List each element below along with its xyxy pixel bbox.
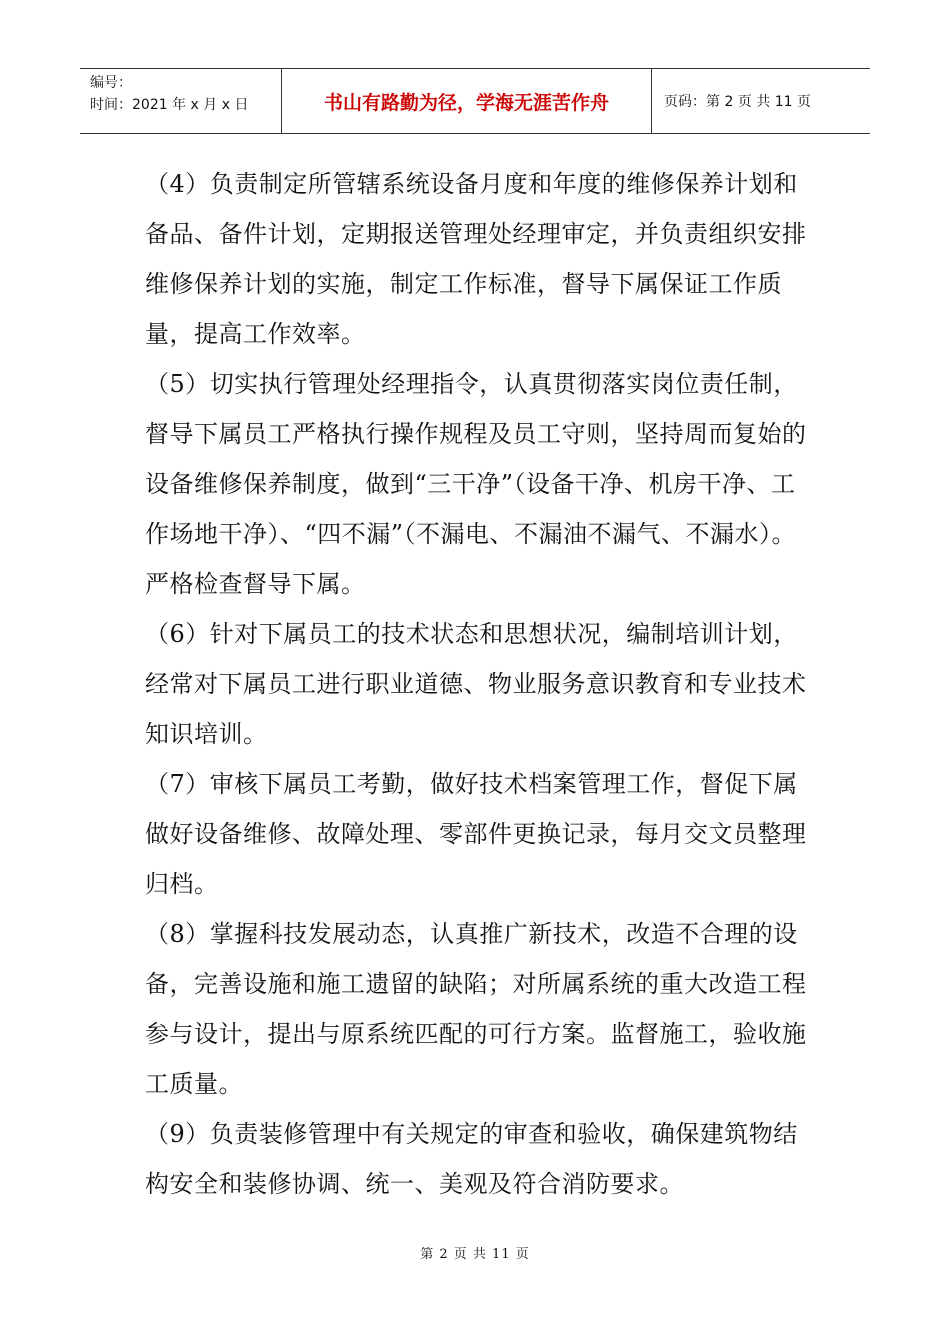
motto: 书山有路勤为径，学海无涯苦作舟 <box>282 69 652 133</box>
document-header <box>80 68 870 134</box>
paragraph-5: （5）切实执行管理处经理指令，认真贯彻落实岗位责任制，督导下属员工严格执行操作规程及员工守则，坚持周而复始的设备维修保养制度，做到“三干净”（设备干净、机房干净、工作场地干净）、“四不漏”（不漏电、不漏油不漏气、不漏水）。严格检查督导下属。 <box>145 370 807 598</box>
paragraph-7: （7）审核下属员工考勤，做好技术档案管理工作，督促下属做好设备维修、故障处理、零部件更换记录，每月交文员整理归档。 <box>145 770 807 898</box>
paragraph-8: （8）掌握科技发展动态，认真推广新技术，改造不合理的设备，完善设施和施工遗留的缺陷；对所属系统的重大改造工程参与设计，提出与原系统匹配的可行方案。监督施工，验收施工质量。 <box>145 920 807 1098</box>
header-meta <box>80 69 282 133</box>
document-body <box>145 159 815 1209</box>
paragraph-4: （4）负责制定所管辖系统设备月度和年度的维修保养计划和备品、备件计划，定期报送管理处经理审定，并负责组织安排维修保养计划的实施，制定工作标准，督导下属保证工作质量，提高工作效率。 <box>145 170 807 348</box>
header-page-info: 页码：第 2 页 共 11 页 <box>664 94 811 110</box>
paragraph-6: （6）针对下属员工的技术状态和思想状况，编制培训计划，经常对下属员工进行职业道德、物业服务意识教育和专业技术知识培训。 <box>145 620 807 748</box>
code-label: 编号： <box>90 75 132 91</box>
page-footer: 第 2 页 共 11 页 <box>420 1247 530 1262</box>
time-label: 时间：2021 年 x 月 x 日 <box>90 97 249 113</box>
paragraph-9: （9）负责装修管理中有关规定的审查和验收，确保建筑物结构安全和装修协调、统一、美观及符合消防要求。 <box>145 1120 798 1198</box>
